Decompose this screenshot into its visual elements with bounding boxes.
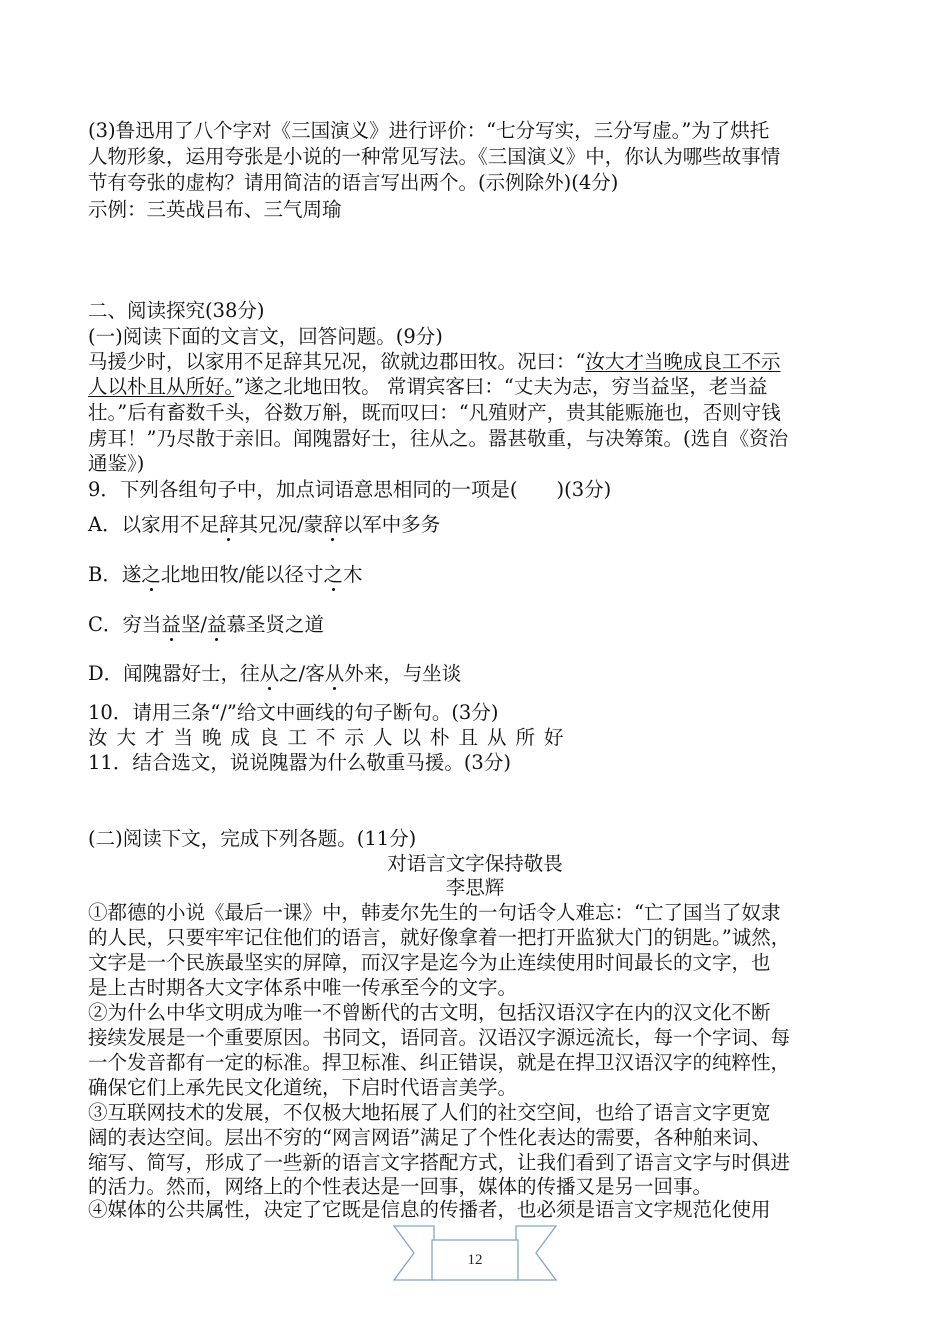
question-11: 11．结合选文，说说隗嚣为什么敬重马援。(3分): [88, 751, 511, 774]
passage-line5: 通鉴》): [88, 452, 145, 475]
option-d: D．闻隗嚣好士，往从之/客从外来，与坐谈: [88, 662, 462, 685]
part1-title: (一)阅读下面的文言文，回答问题。(9分): [88, 325, 443, 348]
article-line: 的人民，只要牢牢记住他们的语言，就好像拿着一把打开监狱大门的钥匙。”诚然，: [88, 926, 791, 949]
dotted-word: 之: [323, 563, 343, 586]
question-10: 10．请用三条“/”给文中画线的句子断句。(3分): [88, 701, 499, 724]
underlined-sentence-part2: 人以朴且从所好。: [88, 375, 235, 398]
question-10-sentence: 汝大才当晚成良工不示人以朴且从所好: [88, 726, 573, 749]
passage-line3: 壮。”后有畜数千头，谷数万斛，既而叹曰：“凡殖财产，贵其能赈施也，否则守钱: [88, 401, 781, 424]
q3-line1: (3)鲁迅用了八个字对《三国演义》进行评价：“七分写实，三分写虚。”为了烘托: [88, 119, 770, 142]
dotted-word: 从: [259, 662, 280, 685]
dotted-word: 从: [324, 662, 345, 685]
article-line: 缩写、简写，形成了一些新的语言文字搭配方式，让我们看到了语言文字与时俱进: [88, 1151, 791, 1174]
dotted-word: 辞: [323, 513, 343, 536]
page-number: 12: [467, 1252, 483, 1268]
dotted-word: 益: [161, 613, 181, 636]
article-line: 是上古时期各大文字体系中唯一传承至今的文字。: [88, 976, 518, 999]
article-line: 一个发音都有一定的标准。捍卫标准、纠正错误，就是在捍卫汉语汉字的纯粹性，: [88, 1051, 791, 1074]
article-line: ②为什么中华文明成为唯一不曾断代的古文明，包括汉语汉字在内的汉文化不断: [88, 1001, 771, 1024]
article-line: 文字是一个民族最坚实的屏障，而汉字是迄今为止连续使用时间最长的文字，也: [88, 951, 771, 974]
q3-line2: 人物形象，运用夸张是小说的一种常见写法。《三国演义》中，你认为哪些故事情: [88, 145, 781, 168]
article-author: 李思辉: [445, 876, 505, 899]
passage-line1: 马援少时，以家用不足辞其兄况，欲就边郡田牧。况曰：“汝大才当晚成良工不示: [88, 350, 781, 373]
passage-line4: 虏耳！”乃尽散于亲旧。闻隗嚣好士，往从之。嚣甚敬重，与决筹策。(选自《资治: [88, 427, 789, 450]
section2-title: 二、阅读探究(38分): [88, 299, 265, 322]
dotted-word: 辞: [219, 513, 239, 536]
article-line: 接续发展是一个重要原因。书同文，语同音。汉语汉字源远流长，每一个字词、每: [88, 1026, 791, 1049]
article-line: ①都德的小说《最后一课》中，韩麦尔先生的一句话令人难忘：“亡了国当了奴隶: [88, 901, 781, 924]
article-line: 的活力。然而，网络上的个性表达是一回事，媒体的传播又是另一回事。: [88, 1175, 713, 1198]
article-line: 阔的表达空间。层出不穷的“网言网语”满足了个性化表达的需要，各种舶来词、: [88, 1126, 771, 1149]
passage-line2: 人以朴且从所好。”遂之北地田牧。 常谓宾客曰：“丈夫为志，穷当益坚，老当益: [88, 375, 768, 398]
option-b: B．遂之北地田牧/能以径寸之木: [88, 563, 363, 586]
q3-example: 示例：三英战吕布、三气周瑜: [88, 198, 342, 221]
option-a: A．以家用不足辞其兄况/蒙辞以军中多务: [88, 513, 441, 536]
article-line: ③互联网技术的发展，不仅极大地拓展了人们的社交空间，也给了语言文字更宽: [88, 1101, 771, 1124]
q3-line3: 节有夸张的虚构？请用简洁的语言写出两个。(示例除外)(4分): [88, 171, 619, 194]
article-title: 对语言文字保持敬畏: [387, 852, 563, 875]
question-9: 9．下列各组句子中，加点词语意思相同的一项是( )(3分): [88, 478, 612, 501]
option-c: C．穷当益坚/益慕圣贤之道: [88, 613, 325, 636]
article-line: ④媒体的公共属性，决定了它既是信息的传播者，也必须是语言文字规范化使用: [88, 1198, 771, 1221]
article-line: 确保它们上承先民文化道统，下启时代语言美学。: [88, 1076, 518, 1099]
dotted-word: 益: [207, 613, 227, 636]
dotted-word: 之: [141, 563, 161, 586]
part2-title: (二)阅读下文，完成下列各题。(11分): [88, 827, 417, 850]
underlined-sentence-part1: 汝大才当晚成良工不示: [585, 350, 781, 373]
